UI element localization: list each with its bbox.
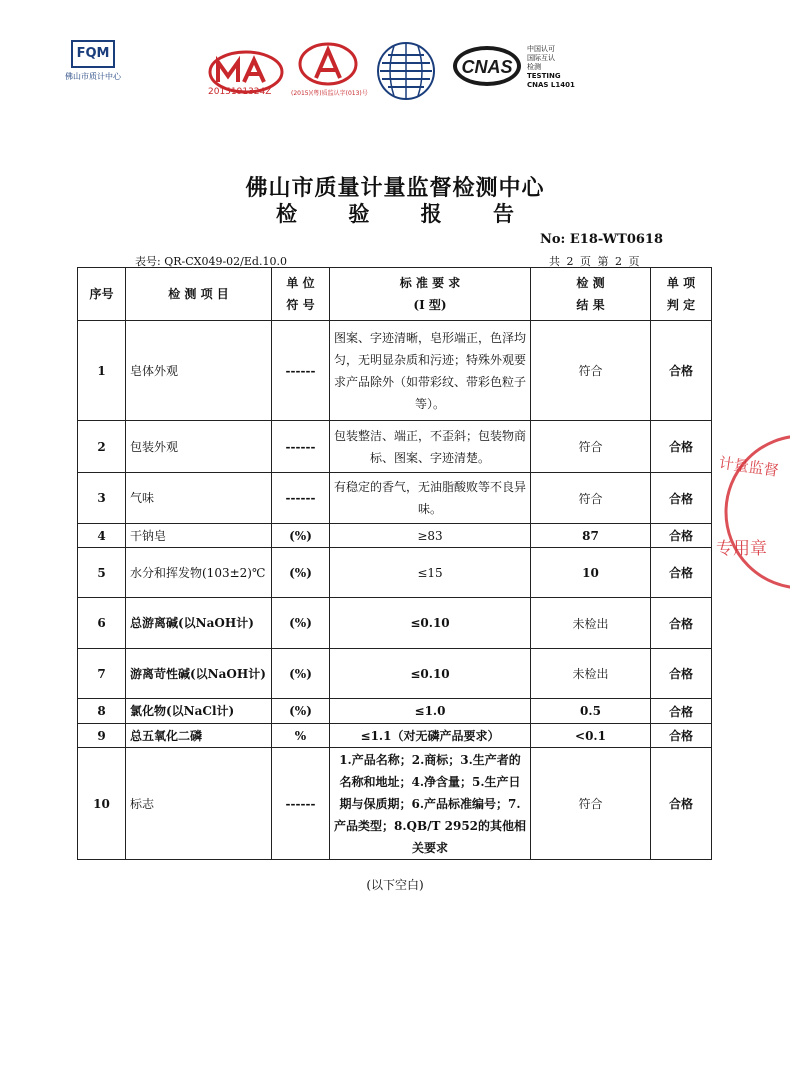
header-no: 序号 — [78, 268, 126, 321]
row-verdict: 合格 — [651, 421, 712, 473]
header-unit-line-1: 单 位 — [286, 276, 315, 290]
report-subtitle: 检 验 报 告 — [276, 201, 536, 226]
row-verdict: 合格 — [651, 748, 712, 860]
row-no: 3 — [78, 473, 126, 524]
row-result: 符合 — [531, 473, 651, 524]
row-result: 0.5 — [531, 699, 651, 724]
row-verdict: 合格 — [651, 649, 712, 699]
row-no: 9 — [78, 724, 126, 748]
blank-below-note: (以下空白) — [366, 878, 424, 892]
official-seal-icon — [710, 432, 790, 592]
row-no: 10 — [78, 748, 126, 860]
header-result — [531, 268, 651, 321]
header-verdict-line-1: 单 项 — [666, 276, 696, 290]
row-item: 干钠皂 — [126, 524, 272, 548]
row-standard: ≤0.10 — [330, 649, 531, 699]
row-item: 游离苛性碱(以NaOH计) — [126, 649, 272, 699]
row-no: 7 — [78, 649, 126, 699]
table-row — [78, 524, 712, 548]
row-item: 包装外观 — [126, 421, 272, 473]
page-info: 共 2 页 第 2 页 — [549, 255, 640, 268]
row-item: 气味 — [126, 473, 272, 524]
form-number: 表号: QR-CX049-02/Ed.10.0 — [135, 255, 287, 268]
header-unit-line-2: 符 号 — [286, 298, 315, 312]
row-item: 皂体外观 — [126, 321, 272, 421]
cal-code: (2015)(粤)质监认字(013)号 — [291, 90, 368, 97]
table-row — [78, 598, 712, 649]
cnas-caption — [527, 45, 575, 90]
row-standard: ≤0.10 — [330, 598, 531, 649]
cnas-caption-line-3: 检测 — [527, 63, 541, 71]
seal-text-bottom: 专用章 — [716, 539, 767, 559]
table-row — [78, 548, 712, 598]
row-no: 4 — [78, 524, 126, 548]
row-unit: ------ — [272, 321, 330, 421]
header-result-line-2: 结 果 — [576, 298, 605, 312]
row-verdict: 合格 — [651, 524, 712, 548]
certification-logos — [0, 0, 790, 110]
row-result: 符合 — [531, 421, 651, 473]
table-row — [78, 724, 712, 748]
header-standard — [330, 268, 531, 321]
svg-text:CNAS: CNAS — [461, 57, 513, 77]
cma-code: 2015191324Z — [208, 87, 272, 97]
row-result: 10 — [531, 548, 651, 598]
header-unit — [272, 268, 330, 321]
row-verdict: 合格 — [651, 699, 712, 724]
row-unit: (%) — [272, 598, 330, 649]
table-header-row — [78, 268, 712, 321]
row-result: 符合 — [531, 748, 651, 860]
row-verdict: 合格 — [651, 473, 712, 524]
row-verdict: 合格 — [651, 321, 712, 421]
row-no: 5 — [78, 548, 126, 598]
row-result: <0.1 — [531, 724, 651, 748]
header-verdict — [651, 268, 712, 321]
fqm-logo — [58, 40, 128, 82]
row-verdict: 合格 — [651, 598, 712, 649]
row-unit: ------ — [272, 421, 330, 473]
row-unit: ------ — [272, 748, 330, 860]
table-row — [78, 421, 712, 473]
table-row — [78, 748, 712, 860]
row-standard: ≤1.1（对无磷产品要求） — [330, 724, 531, 748]
row-unit: ------ — [272, 473, 330, 524]
row-standard: 包装整洁、端正，不歪斜；包装物商标、图案、字迹清楚。 — [330, 421, 531, 473]
cal-logo-icon — [298, 42, 358, 87]
cnas-caption-line-2: 国际互认 — [527, 54, 555, 62]
row-unit: % — [272, 724, 330, 748]
row-standard: 有稳定的香气，无油脂酸败等不良异味。 — [330, 473, 531, 524]
table-row — [78, 649, 712, 699]
inspection-table — [77, 267, 712, 860]
row-no: 2 — [78, 421, 126, 473]
report-number: No: E18-WT0618 — [540, 232, 664, 247]
cnas-caption-line-4: TESTING — [527, 72, 561, 80]
row-result: 87 — [531, 524, 651, 548]
row-no: 1 — [78, 321, 126, 421]
header-item: 检 测 项 目 — [126, 268, 272, 321]
row-standard: ≤15 — [330, 548, 531, 598]
row-result: 未检出 — [531, 598, 651, 649]
row-item: 标志 — [126, 748, 272, 860]
row-unit: (%) — [272, 699, 330, 724]
seal-text-top: 计量监督 — [717, 453, 780, 480]
row-standard: ≥83 — [330, 524, 531, 548]
row-unit: (%) — [272, 649, 330, 699]
header-result-line-1: 检 测 — [576, 276, 605, 290]
cnas-caption-line-1: 中国认可 — [527, 45, 555, 53]
row-verdict: 合格 — [651, 548, 712, 598]
row-item: 水分和挥发物(103±2)℃ — [126, 548, 272, 598]
cnas-logo-icon — [452, 44, 522, 88]
table-row — [78, 321, 712, 421]
row-standard: 图案、字迹清晰，皂形端正，色泽均匀，无明显杂质和污迹；特殊外观要求产品除外（如带彩纹、带彩色粒子等）。 — [330, 321, 531, 421]
row-item: 总游离碱(以NaOH计) — [126, 598, 272, 649]
fqm-mark: FQM — [71, 40, 115, 68]
row-standard: 1.产品名称；2.商标；3.生产者的名称和地址；4.净含量；5.生产日期与保质期；6.产品标准编号；7.产品类型；8.QB/T 2952的其他相关要求 — [330, 748, 531, 860]
row-result: 未检出 — [531, 649, 651, 699]
row-verdict: 合格 — [651, 724, 712, 748]
row-no: 8 — [78, 699, 126, 724]
ilac-mra-logo-icon — [376, 41, 436, 101]
row-item: 氯化物(以NaCl计) — [126, 699, 272, 724]
row-item: 总五氧化二磷 — [126, 724, 272, 748]
header-verdict-line-2: 判 定 — [666, 298, 696, 312]
page-title: 佛山市质量计量监督检测中心 — [245, 175, 545, 201]
table-row — [78, 699, 712, 724]
header-standard-line-1: 标 准 要 求 — [399, 276, 461, 290]
row-no: 6 — [78, 598, 126, 649]
header-standard-line-2: (I 型) — [413, 298, 447, 312]
table-row — [78, 473, 712, 524]
row-standard: ≤1.0 — [330, 699, 531, 724]
row-unit: (%) — [272, 524, 330, 548]
fqm-caption: 佛山市质计中心 — [65, 72, 121, 81]
row-unit: (%) — [272, 548, 330, 598]
cnas-caption-line-5: CNAS L1401 — [527, 81, 575, 89]
row-result: 符合 — [531, 321, 651, 421]
